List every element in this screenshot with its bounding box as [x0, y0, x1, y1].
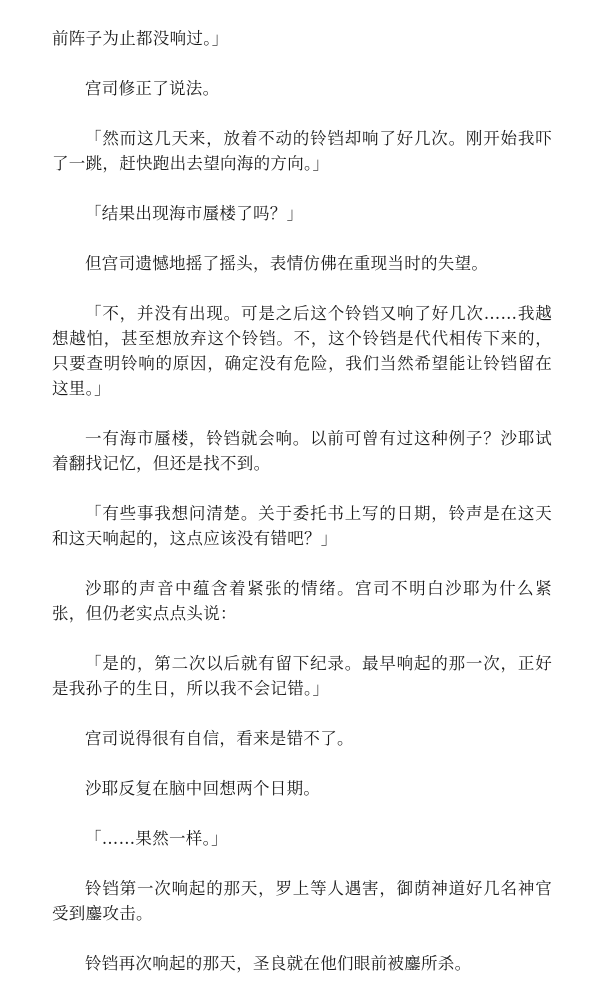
paragraph-1: 前阵子为止都没响过。」 — [52, 29, 229, 48]
paragraph-8: 「有些事我想问清楚。关于委托书上写的日期，铃声是在这天和这天响起的，这点应该没有错吧？」 — [52, 504, 552, 548]
paragraph-2: 宫司修正了说法。 — [85, 79, 220, 98]
paragraph-12: 沙耶反复在脑中回想两个日期。 — [85, 779, 321, 798]
paragraph-9: 沙耶的声音中蕴含着紧张的情绪。宫司不明白沙耶为什么紧张，但仍老实点点头说： — [52, 579, 552, 623]
paragraph-10: 「是的，第二次以后就有留下纪录。最早响起的那一次，正好是我孙子的生日，所以我不会记错。」 — [52, 654, 552, 698]
paragraph-13: 「……果然一样。」 — [85, 829, 228, 848]
paragraph-5: 但宫司遗憾地摇了摇头，表情仿佛在重现当时的失望。 — [85, 254, 489, 273]
document-page — [52, 26, 552, 1001]
paragraph-7: 一有海市蜃楼，铃铛就会响。以前可曾有过这种例子？沙耶试着翻找记忆，但还是找不到。 — [52, 429, 552, 473]
paragraph-14: 铃铛第一次响起的那天，罗上等人遇害，御荫神道好几名神官受到鏖攻击。 — [52, 879, 552, 923]
paragraph-11: 宫司说得很有自信，看来是错不了。 — [85, 729, 354, 748]
paragraph-4: 「结果出现海市蜃楼了吗？」 — [85, 204, 304, 223]
paragraph-15: 铃铛再次响起的那天，圣良就在他们眼前被鏖所杀。 — [85, 954, 472, 973]
paragraph-3: 「然而这几天来，放着不动的铃铛却响了好几次。刚开始我吓了一跳，赶快跑出去望向海的方向。」 — [52, 129, 552, 173]
paragraph-6: 「不，并没有出现。可是之后这个铃铛又响了好几次……我越想越怕，甚至想放弃这个铃铛。不，这个铃铛是代代相传下来的，只要查明铃响的原因，确定没有危险，我们当然希望能让铃铛留在这里。」 — [52, 304, 552, 398]
